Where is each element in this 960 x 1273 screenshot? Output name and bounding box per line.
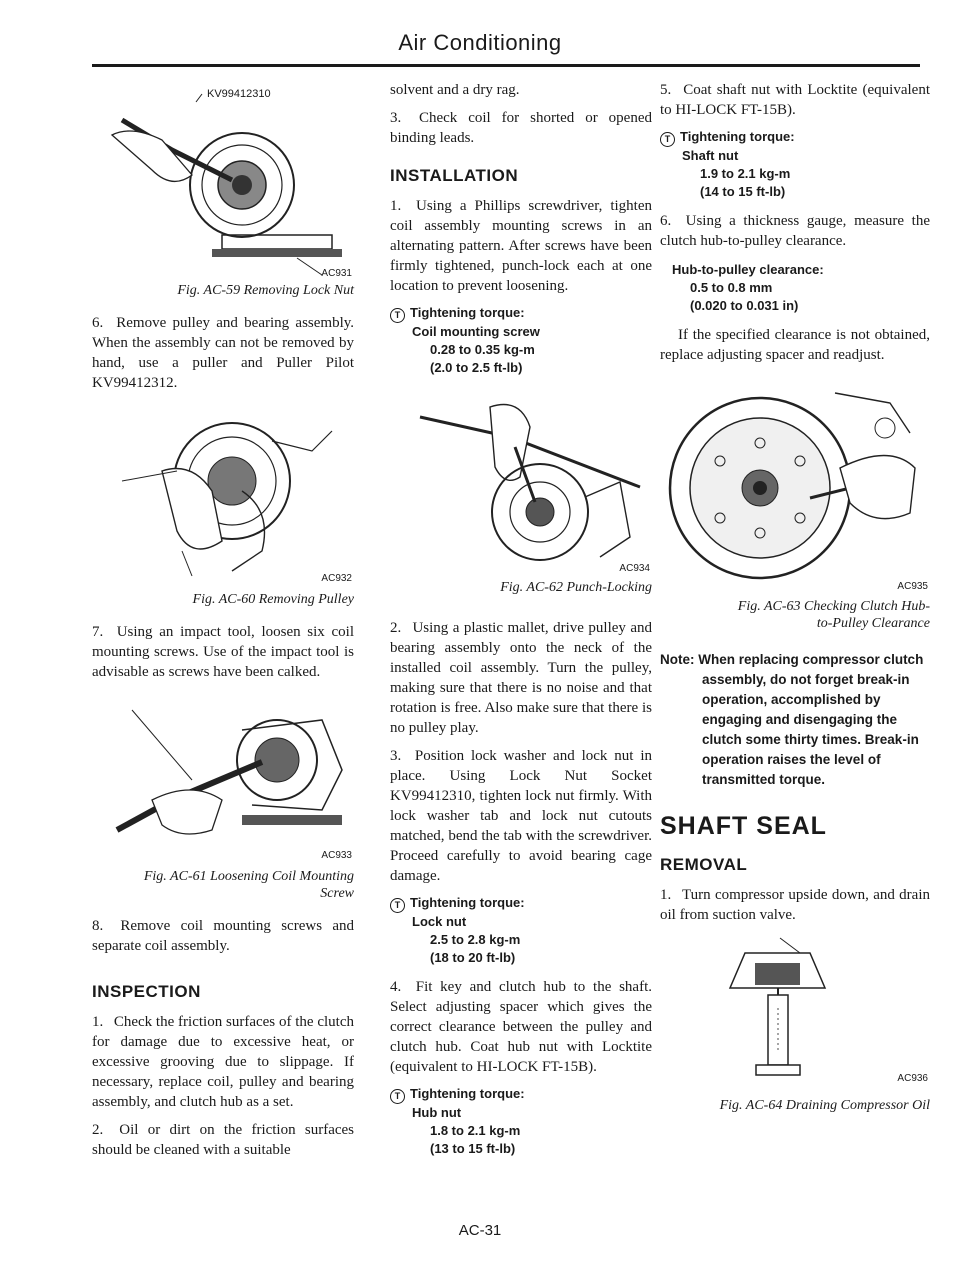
figure-code: AC933 [321, 850, 352, 861]
installation-step-4 [390, 977, 652, 1077]
section-heading-inspection: INSPECTION [92, 982, 201, 1001]
step-text: Check the friction surfaces of the clutch for damage due to excessive heat, or excessive grooving due to slippage. If necessary, replace coil, pulley and bearing assembly, and clutch hub as a set. [92, 1014, 355, 1110]
page-title: Air Conditioning [398, 30, 562, 55]
figure-ac63 [660, 373, 930, 592]
step-number: 7. [92, 624, 104, 640]
removal-step-1 [660, 885, 930, 925]
step-number: 2. [390, 620, 402, 636]
figure-ac60 [92, 401, 354, 584]
installation-step-1 [390, 196, 652, 296]
page-number: AC-31 [458, 1222, 502, 1239]
spec-imperial: (2.0 to 2.5 ft-lb) [430, 360, 523, 375]
oil-draining-illustration [660, 933, 930, 1083]
spec-imperial: (18 to 20 ft-lb) [430, 950, 516, 965]
step-text: Fit key and clutch hub to the shaft. Select adjusting spacer which gives the correct clearance between the pulley and clutch hub. Coat hub nut with Locktite (equivalent to HI-LOCK FT-15B). [390, 979, 653, 1075]
step-text: Oil or dirt on the friction surfaces should be cleaned with a suitable [92, 1122, 355, 1158]
spec-label: Tightening torque: [410, 305, 525, 320]
figure-caption [660, 598, 930, 632]
note-prefix: Note: [660, 652, 695, 667]
figure-ac61 [92, 690, 354, 860]
spec-label: Tightening torque: [680, 129, 795, 144]
spec-imperial: (0.020 to 0.031 in) [690, 298, 799, 313]
figure-ac59 [92, 80, 354, 280]
spec-item: Hub nut [412, 1105, 462, 1120]
step-number: 1. [660, 887, 672, 903]
spec-item: Lock nut [412, 914, 467, 929]
note-text: When replacing compressor clutch assembly, do not forget break-in operation, accomplished by engaging and disengaging the clutch some thirty times. Break-in operation raises the level of transmitted torque. [698, 652, 924, 787]
step-number: 4. [390, 979, 402, 995]
break-in-note [660, 650, 930, 790]
installation-step-3 [390, 746, 652, 886]
figure-ac62 [390, 387, 652, 577]
torque-spec-coil-screw [390, 304, 652, 377]
figure-caption: Fig. AC-64 Draining Compressor Oil [719, 1098, 930, 1113]
inspection-step-3 [390, 108, 652, 148]
figure-caption: Fig. AC-60 Removing Pulley [192, 592, 354, 607]
installation-step-6 [660, 211, 930, 251]
torque-icon: T [660, 132, 675, 147]
torque-icon: T [390, 898, 405, 913]
step-number: 3. [390, 748, 402, 764]
pulley-removal-illustration [92, 401, 354, 581]
caption-line: Fig. AC-61 Loosening Coil Mounting [143, 869, 354, 884]
step-text: Using an impact tool, loosen six coil mounting screws. Use of the impact tool is advisable as screws have been calked. [92, 624, 355, 680]
spec-label: Tightening torque: [410, 895, 525, 910]
spec-metric: 0.5 to 0.8 mm [690, 280, 773, 295]
step-number: 3. [390, 110, 402, 126]
torque-spec-hub-nut [390, 1085, 652, 1158]
lock-nut-removal-illustration [92, 80, 354, 280]
figure-ac64 [660, 933, 930, 1083]
torque-icon: T [390, 1089, 405, 1104]
step-number: 2. [92, 1122, 104, 1138]
step-number: 8. [92, 918, 104, 934]
step-text: Position lock washer and lock nut in place. Using Lock Nut Socket KV99412310, tighten lock nut firmly. With lock washer tab and lock nut cutouts matched, bend the tab with the screwdriver. Proceed carefully to avoid bearing cage damage. [390, 748, 652, 884]
column-2 [390, 80, 652, 1168]
step-number: 6. [92, 315, 104, 331]
step-6 [92, 313, 354, 393]
figure-caption: Fig. AC-59 Removing Lock Nut [177, 283, 354, 298]
step-text: Using a Phillips screwdriver, tighten coil assembly mounting screws in an alternating pattern. After screws have been firmly tightened, punch-lock each at one location to prevent loosening. [390, 198, 653, 294]
section-heading-shaft-seal: SHAFT SEAL [660, 812, 827, 840]
spec-label: Tightening torque: [410, 1086, 525, 1101]
header-rule [92, 64, 920, 67]
inspection-step-2 [92, 1120, 354, 1160]
step-text: Remove pulley and bearing assembly. When the assembly can not be removed by hand, use a puller and Puller Pilot KV99412312. [92, 315, 355, 391]
spec-label: Hub-to-pulley clearance: [672, 262, 824, 277]
column-3 [660, 80, 930, 1128]
continued-text: solvent and a dry rag. [390, 82, 520, 98]
spec-metric: 0.28 to 0.35 kg-m [430, 342, 535, 357]
figure-code: AC935 [897, 581, 928, 592]
torque-spec-lock-nut [390, 894, 652, 967]
clearance-note: If the specified clearance is not obtained, replace adjusting spacer and readjust. [660, 327, 930, 363]
tool-part-label: KV99412310 [207, 88, 271, 100]
inspection-step-1 [92, 1012, 354, 1112]
step-number: 5. [660, 82, 672, 98]
step-8 [92, 916, 354, 956]
clearance-check-illustration [660, 373, 930, 588]
step-text: Remove coil mounting screws and separate coil assembly. [92, 918, 354, 954]
step-number: 6. [660, 213, 672, 229]
step-text: Turn compressor upside down, and drain oil from suction valve. [660, 887, 930, 923]
step-number: 1. [390, 198, 402, 214]
step-7 [92, 622, 354, 682]
figure-code: AC932 [321, 573, 352, 584]
figure-caption [92, 868, 354, 902]
spec-metric: 1.9 to 2.1 kg-m [700, 166, 791, 181]
torque-spec-shaft-nut [660, 128, 930, 201]
installation-step-5 [660, 80, 930, 120]
punch-locking-illustration [390, 387, 652, 577]
step-number: 1. [92, 1014, 104, 1030]
figure-code: AC931 [321, 268, 352, 279]
clearance-spec [660, 261, 930, 315]
section-heading-removal: REMOVAL [660, 855, 748, 874]
spec-item: Coil mounting screw [412, 324, 540, 339]
spec-metric: 2.5 to 2.8 kg-m [430, 932, 521, 947]
caption-line: Fig. AC-63 Checking Clutch Hub- [737, 599, 930, 614]
step-text: Using a plastic mallet, drive pulley and bearing assembly onto the neck of the installed coil assembly. Turn the pulley, making sure that there is no noise and that rotation is free. Also make sure that there is no pulley play. [390, 620, 653, 736]
figure-code: AC934 [619, 563, 650, 574]
section-heading-installation: INSTALLATION [390, 166, 519, 185]
step-text: Check coil for shorted or opened binding leads. [390, 110, 652, 146]
step-text: Using a thickness gauge, measure the clutch hub-to-pulley clearance. [660, 213, 931, 249]
figure-caption: Fig. AC-62 Punch-Locking [500, 580, 652, 595]
figure-code: AC936 [897, 1073, 928, 1084]
coil-screw-loosening-illustration [92, 690, 354, 860]
caption-line: Screw [320, 886, 354, 901]
column-1 [92, 80, 354, 1168]
spec-imperial: (14 to 15 ft-lb) [700, 184, 786, 199]
spec-item: Shaft nut [682, 148, 739, 163]
spec-metric: 1.8 to 2.1 kg-m [430, 1123, 521, 1138]
caption-line: to-Pulley Clearance [816, 616, 930, 631]
torque-icon: T [390, 308, 405, 323]
step-text: Coat shaft nut with Locktite (equivalent to HI-LOCK FT-15B). [660, 82, 930, 118]
installation-step-2 [390, 618, 652, 738]
spec-imperial: (13 to 15 ft-lb) [430, 1141, 516, 1156]
